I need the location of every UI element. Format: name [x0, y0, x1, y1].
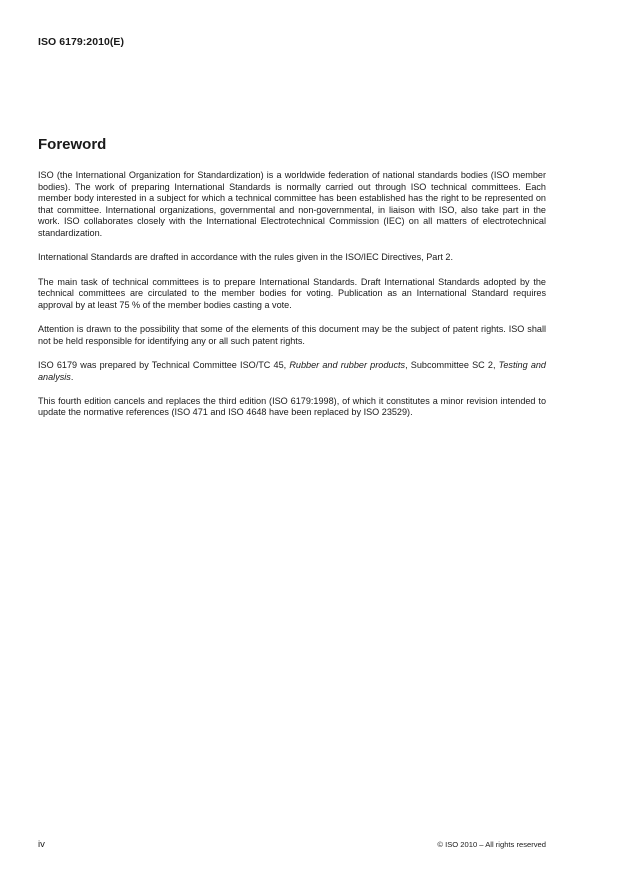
paragraph-edition-note: This fourth edition cancels and replaces the third edition (ISO 6179:1998), of which it constitutes a minor revision intended to update the normative references (ISO 471 and ISO 4648 have been replaced by ISO 23529).: [38, 395, 546, 418]
subcommittee-name: Testing and analysis: [38, 360, 546, 382]
paragraph-patent-notice: Attention is drawn to the possibility that some of the elements of this document may be the subject of patent rights. ISO shall not be held responsible for identifying any or all such patent rights.: [38, 324, 546, 347]
paragraph-committee-task: The main task of technical committees is to prepare International Standards. Draft International Standards adopted by the technical committees are circulated to the member bodies for voting. Publication as an International Standard requires approval by at least 75 % of the member bodies casting a vote.: [38, 276, 546, 310]
paragraph-drafting-rules: International Standards are drafted in accordance with the rules given in the ISO/IEC Directives, Part 2.: [38, 252, 453, 263]
document-id-header: ISO 6179:2010(E): [38, 36, 125, 48]
paragraph-iso-description: ISO (the International Organization for Standardization) is a worldwide federation of national standards bodies (ISO member bodies). The work of preparing International Standards is normally carried out through ISO technical committees. Each member body interested in a subject for which a technical committee has been established has the right to be represented on that committee. International organizations, governmental and non-governmental, in liaison with ISO, also take part in the work. ISO collaborates closely with the International Electrotechnical Commission (IEC) on all matters of electrotechnical standardization.: [38, 170, 546, 238]
preparation-text-1: ISO 6179 was prepared by Technical Committee ISO/TC 45,: [38, 360, 290, 371]
preparation-text-2: , Subcommittee SC 2,: [405, 360, 499, 371]
foreword-body: [38, 170, 546, 432]
preparation-text-3: .: [70, 371, 74, 382]
copyright-notice: © ISO 2010 – All rights reserved: [437, 840, 546, 849]
committee-name: Rubber and rubber products: [289, 360, 406, 371]
section-title: Foreword: [38, 136, 107, 153]
paragraph-preparation: [38, 360, 546, 383]
page-number: iv: [38, 839, 45, 850]
